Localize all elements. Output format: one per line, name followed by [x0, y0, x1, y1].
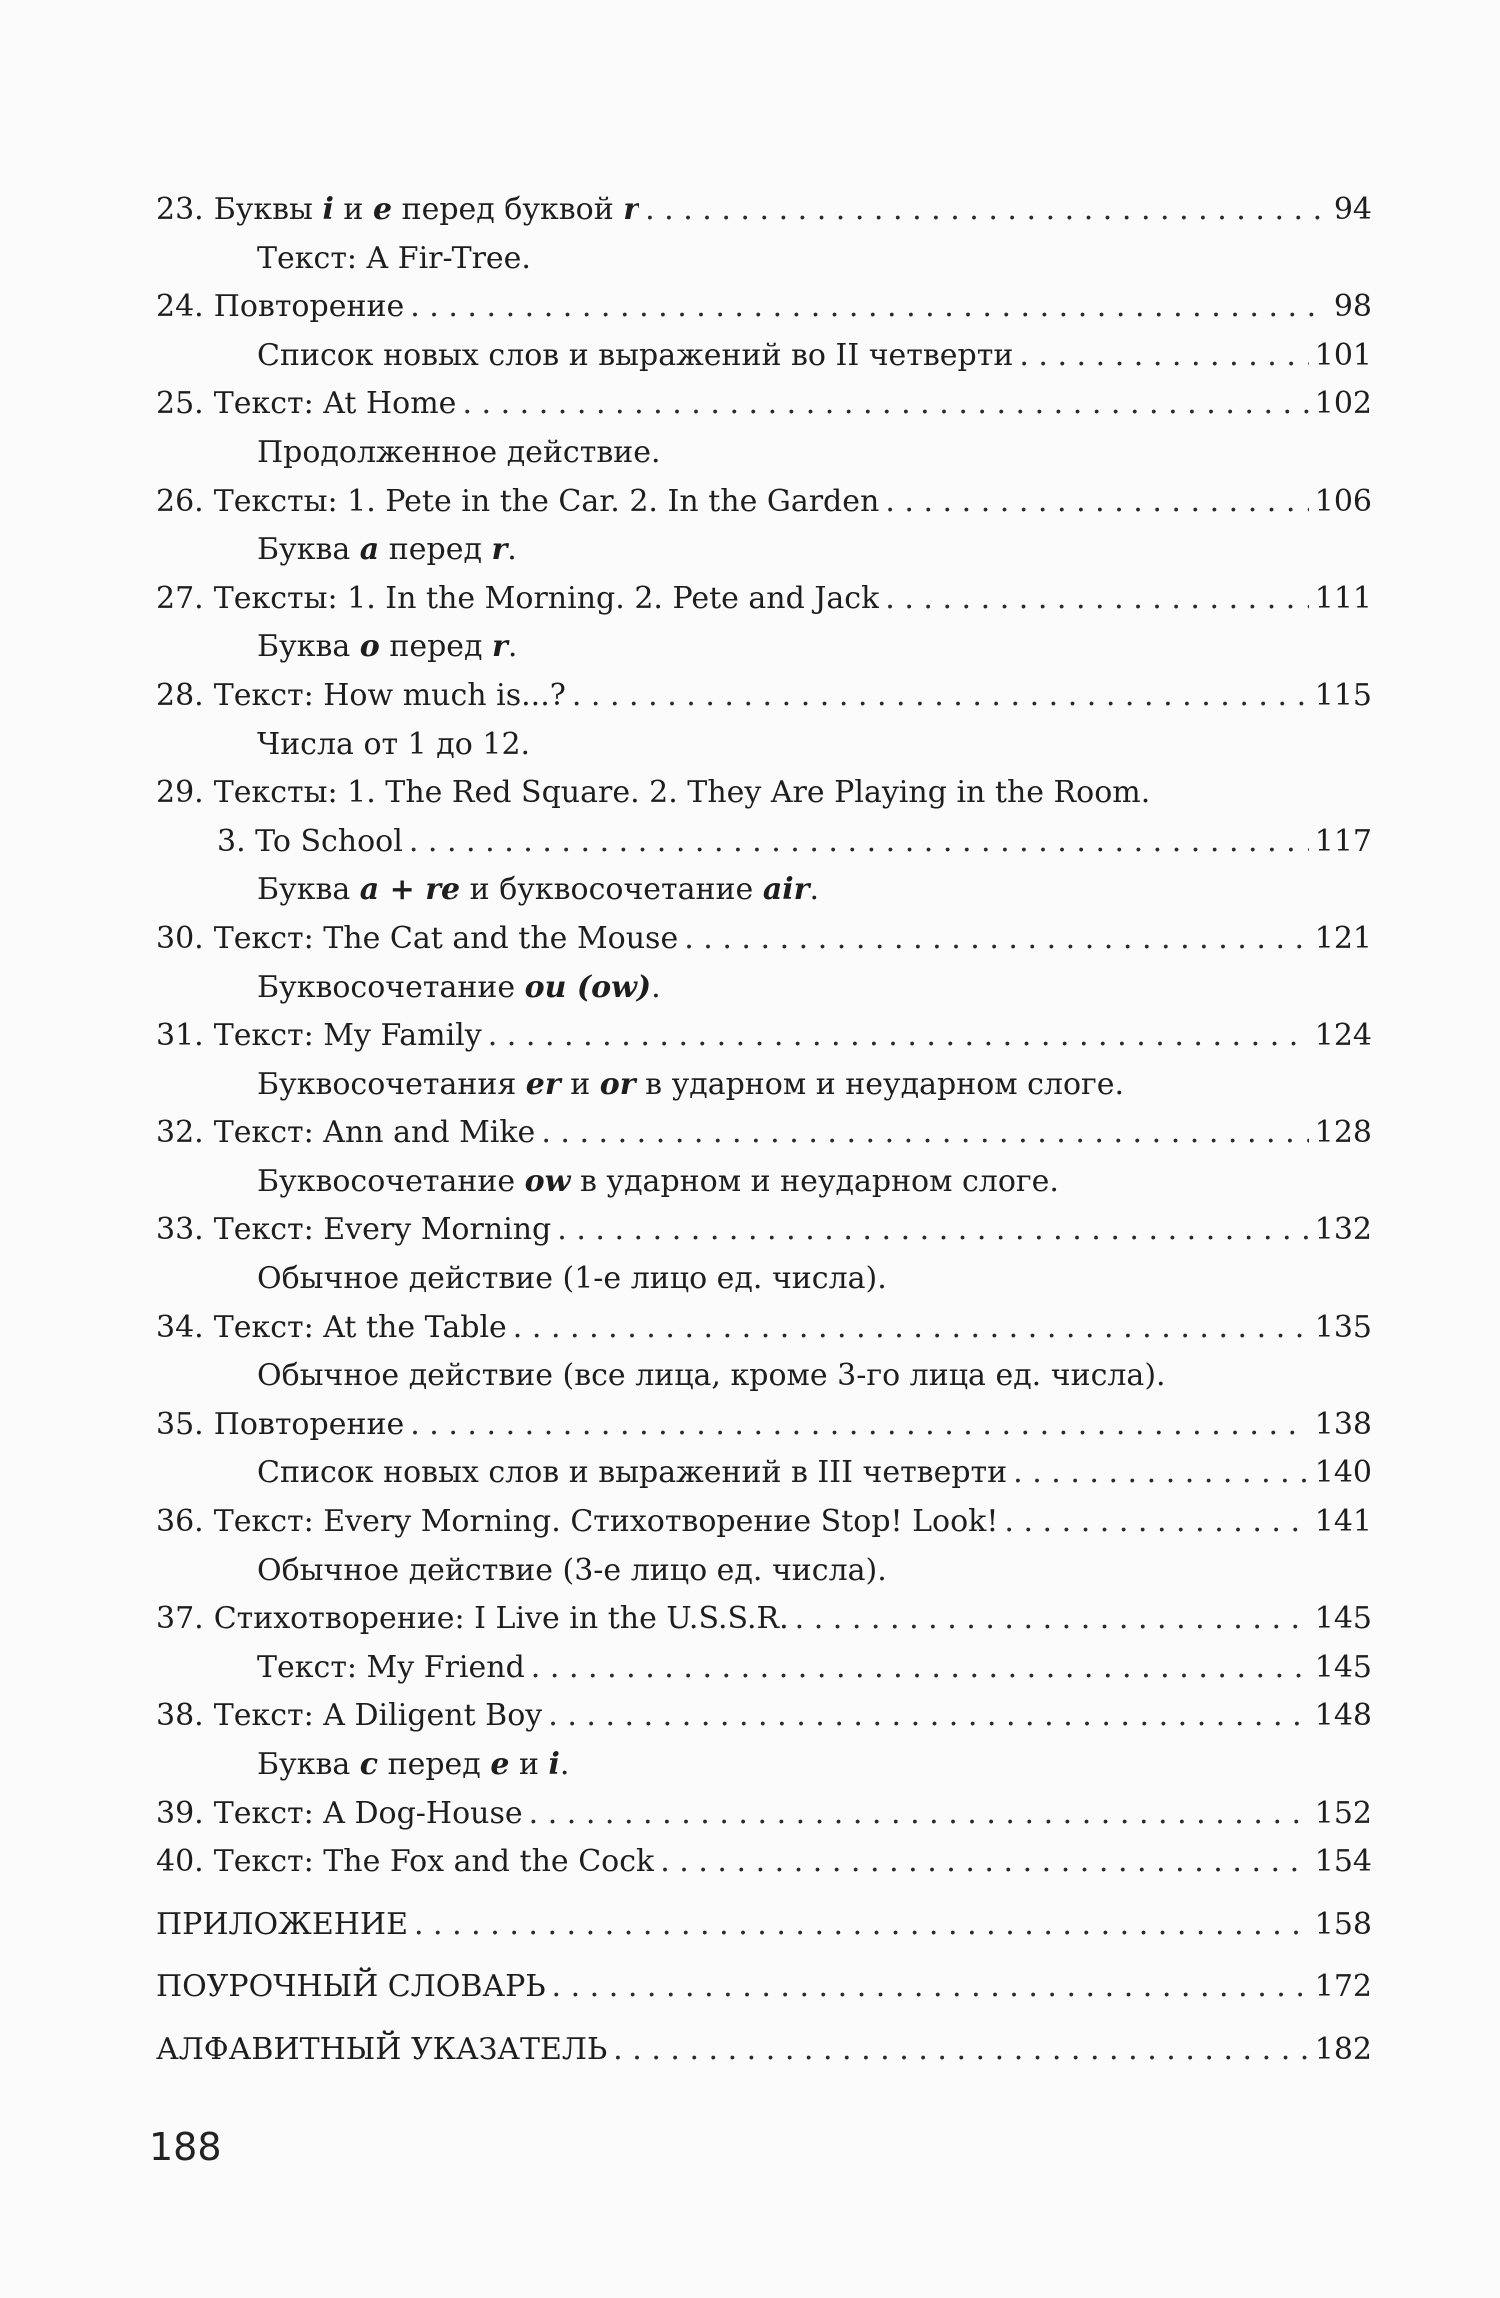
toc-entry-page: 141 — [1314, 1504, 1372, 1540]
toc-title-text: в ударном и неударном слоге. — [635, 1066, 1125, 1102]
toc-entry-title — [257, 332, 1013, 381]
dot-leader — [410, 283, 1328, 332]
toc-entry — [156, 526, 1372, 575]
toc-entry-number: 23. — [156, 192, 204, 227]
toc-entry-title — [214, 769, 1151, 818]
toc-entry — [156, 1498, 1372, 1547]
toc-title-text: Текст: A Fir-Tree. — [257, 240, 531, 276]
toc-entry-title — [214, 1790, 523, 1839]
toc-entry-title — [214, 915, 678, 964]
toc-entry — [156, 672, 1372, 721]
toc-entry — [156, 866, 1372, 915]
dot-leader — [885, 478, 1308, 527]
toc-entry — [156, 915, 1372, 964]
toc-title-text: Числа от 1 до 12. — [257, 726, 531, 762]
toc-entry — [156, 818, 1372, 867]
toc-title-text: перед — [379, 532, 492, 568]
toc-entry-title — [214, 1692, 543, 1741]
toc-title-emphasis: ou (ow) — [524, 969, 652, 1005]
toc-entry — [156, 1109, 1372, 1158]
toc-entry-title — [214, 1498, 999, 1547]
toc-entry-page: 138 — [1314, 1406, 1372, 1442]
toc-entry-title — [257, 1061, 1124, 1110]
toc-entry-title — [214, 478, 880, 527]
toc-title-emphasis: a + re — [359, 872, 461, 908]
dot-leader — [488, 1012, 1309, 1061]
dot-leader — [462, 380, 1308, 429]
toc-entry — [156, 332, 1372, 381]
toc-title-text: Текст: The Cat and the Mouse — [213, 920, 679, 956]
toc-entry-title — [156, 1901, 408, 1950]
toc-entry-title — [214, 1595, 789, 1644]
toc-title-text: ПРИЛОЖЕНИЕ — [156, 1906, 408, 1942]
toc-entry — [156, 1255, 1372, 1304]
toc-title-emphasis: r — [623, 192, 640, 227]
toc-entry-page: 124 — [1314, 1018, 1372, 1054]
toc-title-text: . — [559, 1747, 570, 1782]
toc-title-text: . — [507, 629, 518, 665]
toc-entry-page: 135 — [1314, 1309, 1372, 1345]
toc-entry-number: 35. — [156, 1406, 204, 1442]
toc-title-emphasis: r — [491, 532, 508, 568]
toc-entry-title — [257, 1547, 887, 1596]
toc-title-text: Буквосочетание — [257, 1163, 525, 1199]
toc-entry-number: 34. — [156, 1309, 204, 1345]
toc-title-text: и — [560, 1066, 600, 1102]
toc-entry — [156, 1304, 1372, 1353]
toc-entry — [156, 1012, 1372, 1061]
toc-entry-number: 32. — [156, 1115, 204, 1151]
toc-entry-number: 24. — [156, 289, 204, 325]
toc-entry-title — [257, 1644, 525, 1693]
toc-title-text: Текст: At the Table — [213, 1309, 507, 1345]
toc-entry — [156, 186, 1372, 235]
toc-entry-number: 38. — [156, 1698, 204, 1734]
dot-leader — [557, 1206, 1308, 1255]
toc-title-text: Буквосочетание — [257, 969, 525, 1005]
toc-title-text: 3. To School — [217, 823, 403, 859]
toc-title-text: Буква — [257, 629, 360, 665]
toc-entry-page: 121 — [1314, 920, 1372, 956]
toc-title-text: Текст: Every Morning. Стихотворение Stop! Look! — [213, 1504, 999, 1540]
toc-title-emphasis: i — [548, 1747, 560, 1782]
toc-entry-title — [214, 1401, 404, 1450]
toc-title-text: перед — [378, 1747, 491, 1782]
toc-entry — [156, 1401, 1372, 1450]
toc-title-text: и — [509, 1747, 549, 1782]
toc-entry — [156, 1692, 1372, 1741]
toc-entry-page: 98 — [1333, 289, 1372, 325]
toc-entry-page: 115 — [1314, 677, 1372, 713]
toc-entry-number: 26. — [156, 483, 204, 519]
toc-title-text: Обычное действие (1-е лицо ед. числа). — [257, 1261, 887, 1297]
toc-title-text: Текст: The Fox and the Cock — [213, 1844, 655, 1880]
toc-entry — [156, 575, 1372, 624]
toc-title-emphasis: a — [359, 532, 380, 568]
toc-entry-number: 39. — [156, 1795, 204, 1831]
dot-leader — [414, 1901, 1309, 1950]
toc-title-text: ПОУРОЧНЫЙ СЛОВАРЬ — [156, 1969, 546, 2005]
toc-title-text: Тексты: 1. In the Morning. 2. Pete and Jack — [213, 580, 880, 616]
toc-title-text: АЛФАВИТНЫЙ УКАЗАТЕЛЬ — [156, 2031, 608, 2067]
toc-title-text: Стихотворение: I Live in the U.S.S.R. — [213, 1601, 789, 1637]
toc-entry-title — [257, 964, 661, 1013]
toc-entry-page: 152 — [1314, 1795, 1372, 1831]
toc-title-text: Тексты: 1. The Red Square. 2. They Are Playing in the Room. — [213, 775, 1151, 811]
dot-leader — [572, 672, 1309, 721]
toc-entry-title — [257, 1158, 1059, 1207]
toc-entry-number: 36. — [156, 1504, 204, 1540]
page-number: 188 — [149, 2125, 222, 2169]
toc-entry-title — [217, 818, 403, 867]
toc-title-emphasis: i — [322, 192, 334, 227]
toc-entry — [156, 283, 1372, 332]
toc-entry-title — [214, 1838, 654, 1887]
toc-title-text: . — [507, 532, 517, 568]
toc-entry-page: 102 — [1314, 386, 1372, 422]
dot-leader — [645, 186, 1328, 235]
toc-entry-page: 154 — [1314, 1844, 1372, 1880]
toc-entry — [156, 2026, 1372, 2075]
toc-entry — [156, 1741, 1372, 1790]
dot-leader — [409, 818, 1309, 867]
toc-entry — [156, 478, 1372, 527]
toc-title-text: Текст: My Family — [213, 1018, 482, 1054]
toc-title-text: Обычное действие (все лица, кроме 3-го лица ед. числа). — [257, 1358, 1166, 1394]
toc-entry-page: 94 — [1333, 192, 1372, 227]
toc-title-text: Продолженное действие. — [257, 434, 661, 470]
dot-leader — [885, 575, 1308, 624]
table-of-contents — [156, 186, 1372, 2075]
toc-entry — [156, 429, 1372, 478]
toc-entry-number: 27. — [156, 580, 204, 616]
toc-title-text: Буква — [257, 872, 360, 908]
toc-title-text: Текст: How much is...? — [213, 677, 566, 713]
toc-entry-title — [257, 526, 517, 575]
toc-title-text: . — [651, 969, 661, 1005]
toc-entry — [156, 1838, 1372, 1887]
toc-entry-number: 31. — [156, 1018, 204, 1054]
toc-entry-title — [214, 186, 639, 235]
toc-entry-page: 145 — [1314, 1649, 1372, 1685]
toc-entry-number: 25. — [156, 386, 204, 422]
toc-entry-title — [257, 1352, 1166, 1401]
toc-entry-title — [257, 1449, 1007, 1498]
toc-entry — [156, 623, 1372, 672]
toc-title-emphasis: e — [490, 1747, 510, 1782]
toc-entry — [156, 1158, 1372, 1207]
toc-entry-title — [214, 575, 880, 624]
toc-entry-number: 29. — [156, 775, 204, 811]
toc-entry — [156, 964, 1372, 1013]
toc-title-emphasis: r — [492, 629, 508, 665]
dot-leader — [1004, 1498, 1308, 1547]
toc-entry-title — [257, 721, 530, 770]
toc-entry — [156, 1595, 1372, 1644]
toc-title-text: в ударном и неударном слоге. — [570, 1163, 1059, 1199]
toc-entry-number: 30. — [156, 920, 204, 956]
toc-entry-title — [156, 2026, 607, 2075]
toc-title-text: Текст: Ann and Mike — [213, 1115, 536, 1151]
toc-title-text: Буквосочетания — [257, 1066, 526, 1102]
toc-title-text: Текст: Every Morning — [213, 1212, 552, 1248]
toc-entry-title — [257, 1741, 569, 1790]
toc-entry — [156, 769, 1372, 818]
toc-entry-number: 33. — [156, 1212, 204, 1248]
toc-title-text: Список новых слов и выражений во II четверти — [257, 337, 1014, 373]
toc-entry-title — [214, 1109, 536, 1158]
dot-leader — [531, 1644, 1309, 1693]
toc-entry — [156, 1547, 1372, 1596]
toc-entry-page: 158 — [1314, 1906, 1372, 1942]
toc-title-text: перед буквой — [392, 192, 624, 227]
toc-title-text: Обычное действие (3-е лицо ед. числа). — [257, 1552, 887, 1588]
toc-title-text: . — [809, 872, 820, 908]
toc-entry-number: 28. — [156, 677, 204, 713]
dot-leader — [513, 1304, 1309, 1353]
toc-title-text: Текст: At Home — [213, 386, 457, 422]
toc-title-text: Повторение — [213, 1406, 405, 1442]
toc-entry — [156, 1206, 1372, 1255]
toc-entry-title — [214, 1206, 552, 1255]
toc-title-text: Буква — [257, 532, 360, 568]
toc-title-emphasis: o — [359, 629, 380, 665]
toc-entry-page: 128 — [1314, 1115, 1372, 1151]
toc-entry-page: 117 — [1314, 823, 1372, 859]
dot-leader — [548, 1692, 1308, 1741]
toc-title-emphasis: e — [372, 192, 393, 227]
toc-entry — [156, 1644, 1372, 1693]
dot-leader — [410, 1401, 1309, 1450]
toc-entry-title — [214, 672, 566, 721]
dot-leader — [1013, 1449, 1309, 1498]
dot-leader — [795, 1595, 1309, 1644]
toc-entry — [156, 721, 1372, 770]
toc-entry-title — [214, 380, 457, 429]
toc-entry-title — [257, 866, 819, 915]
dot-leader — [684, 915, 1309, 964]
toc-entry — [156, 1449, 1372, 1498]
toc-entry-title — [257, 623, 517, 672]
toc-title-emphasis: ow — [524, 1163, 571, 1199]
toc-entry-page: 172 — [1314, 1969, 1372, 2005]
dot-leader — [1019, 332, 1308, 381]
dot-leader — [552, 1963, 1309, 2012]
toc-entry — [156, 1352, 1372, 1401]
toc-entry-page: 132 — [1314, 1212, 1372, 1248]
toc-entry-page: 111 — [1314, 580, 1372, 616]
toc-title-emphasis: er — [525, 1066, 561, 1102]
toc-title-text: Тексты: 1. Pete in the Car. 2. In the Garden — [213, 483, 880, 519]
toc-entry-number: 40. — [156, 1844, 204, 1880]
toc-entry-title — [257, 235, 531, 284]
toc-entry — [156, 380, 1372, 429]
toc-title-emphasis: c — [359, 1747, 379, 1782]
dot-leader — [541, 1109, 1308, 1158]
toc-title-text: Повторение — [213, 289, 405, 325]
toc-entry — [156, 1061, 1372, 1110]
toc-title-text: Буквы — [213, 192, 323, 227]
toc-title-text: Текст: A Dog-House — [213, 1795, 523, 1831]
toc-entry — [156, 1901, 1372, 1950]
toc-entry-number: 37. — [156, 1601, 204, 1637]
toc-title-emphasis: air — [762, 872, 810, 908]
toc-title-text: Текст: My Friend — [257, 1649, 525, 1685]
toc-title-text: Список новых слов и выражений в III четверти — [257, 1455, 1008, 1491]
toc-entry-page: 106 — [1314, 483, 1372, 519]
dot-leader — [660, 1838, 1309, 1887]
toc-entry-page: 140 — [1314, 1455, 1372, 1491]
toc-title-text: и — [333, 192, 373, 227]
toc-entry-page: 148 — [1314, 1698, 1372, 1734]
toc-entry-page: 182 — [1314, 2031, 1372, 2067]
toc-entry-title — [214, 283, 404, 332]
toc-title-text: перед — [379, 629, 493, 665]
toc-entry-title — [156, 1963, 546, 2012]
toc-entry — [156, 235, 1372, 284]
toc-title-text: Текст: A Diligent Boy — [213, 1698, 543, 1734]
toc-entry-title — [214, 1304, 507, 1353]
toc-entry-title — [214, 1012, 482, 1061]
toc-title-text: Буква — [257, 1747, 360, 1782]
dot-leader — [613, 2026, 1309, 2075]
toc-entry-page: 145 — [1314, 1601, 1372, 1637]
toc-entry — [156, 1790, 1372, 1839]
toc-entry-title — [257, 429, 661, 478]
toc-title-text: и буквосочетание — [460, 872, 763, 908]
toc-entry — [156, 1963, 1372, 2012]
toc-entry-page: 101 — [1314, 337, 1372, 373]
toc-entry-title — [257, 1255, 887, 1304]
toc-title-emphasis: or — [599, 1066, 636, 1102]
dot-leader — [529, 1790, 1309, 1839]
